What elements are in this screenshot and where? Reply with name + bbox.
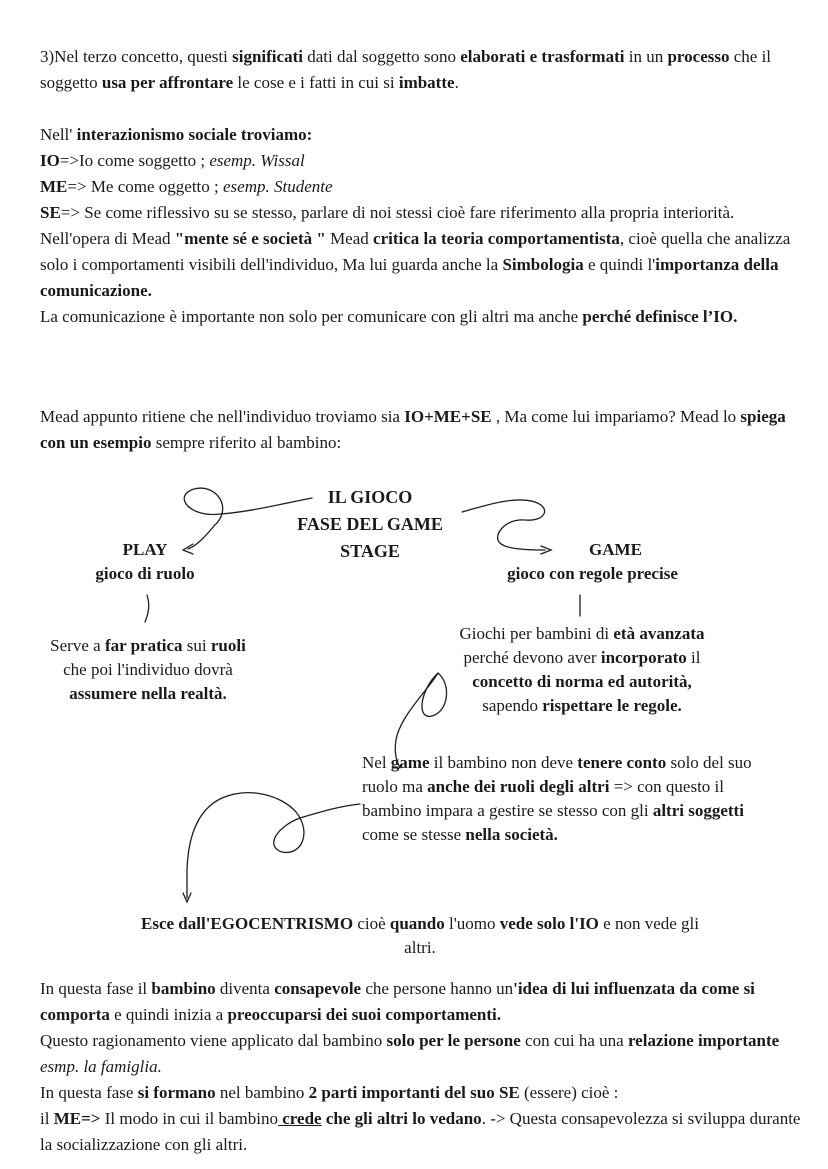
game-explanation-arrow <box>395 673 438 768</box>
game-node: GAME gioco con regole precise <box>507 540 678 583</box>
play-description: Serve a far pratica sui ruoli che poi l'individuo dovrà assumere nella realtà. <box>50 636 246 703</box>
diagram-title: IL GIOCO FASE DEL GAME STAGE <box>297 487 443 561</box>
game-description: Giochi per bambini di età avanzata perché devono aver incorporato il concetto di norma ed autorità, sapendo rispettare le regole. <box>459 624 705 715</box>
line-me: ME=> Me come oggetto ; esemp. Studente <box>40 177 333 196</box>
line-parti-se: In questa fase si formano nel bambino 2 parti importanti del suo SE (essere) cioè : <box>40 1083 619 1102</box>
line-se: SE=> Se come riflessivo su se stesso, parlare di noi stessi cioè fare riferimento alla propria interiorità. <box>40 203 735 222</box>
line-io: IO=>Io come soggetto ; esemp. Wissal <box>40 151 305 170</box>
game-explanation: Nel game il bambino non deve tenere conto solo del suo ruolo ma anche dei ruoli degli altri => con questo il bambino impara a gestire se stesso con gli altri soggetti come se stesse nella società. <box>362 753 752 844</box>
line-relazione: Questo ragionamento viene applicato dal bambino solo per le persone con cui ha una relazione importante esmp. la famiglia. <box>40 1031 780 1076</box>
heading-interazionismo: Nell' interazionismo sociale troviamo: <box>40 125 313 144</box>
paragraph-terzo-concetto: 3)Nel terzo concetto, questi significati dati dal soggetto sono elaborati e trasformati in un processo che il soggetto usa per affrontare le cose e i fatti in cui si imbatte. <box>40 47 772 92</box>
play-arrow <box>184 488 312 549</box>
line-comunicazione: La comunicazione è importante non solo per comunicare con gli altri ma anche perché definisce l’IO. <box>40 307 738 326</box>
game-arrow <box>462 500 545 550</box>
egocentrismo-note: Esce dall'EGOCENTRISMO cioè quando l'uomo vede solo l'IO e non vede gli altri. <box>141 914 699 957</box>
line-mead-opera: Nell'opera di Mead "mente sé e società " Mead critica la teoria comportamentista, cioè quella che analizza solo i comportamenti visibili dell'individuo, Ma lui guarda anche la Simbologia e quindi l'importanza della comunicazione. <box>40 229 791 300</box>
play-connector <box>145 595 149 622</box>
paragraph-mead-esempio: Mead appunto ritiene che nell'individuo troviamo sia IO+ME+SE , Ma come lui impariamo? Mead lo spiega con un esempio sempre riferito al bambino: <box>40 407 786 452</box>
paragraph-consapevolezza <box>40 976 810 1158</box>
play-node: PLAY gioco di ruolo <box>95 540 195 583</box>
line-me-definizione: il ME=> Il modo in cui il bambino crede che gli altri lo vedano. -> Questa consapevolezza si sviluppa durante la socializzazione con gli altri. <box>40 1109 801 1154</box>
egocentrismo-arrow <box>187 793 360 898</box>
line-consapevole: In questa fase il bambino diventa consapevole che persone hanno un'idea di lui influenzata da come si comporta e quindi inizia a preoccuparsi dei suoi comportamenti. <box>40 979 755 1024</box>
